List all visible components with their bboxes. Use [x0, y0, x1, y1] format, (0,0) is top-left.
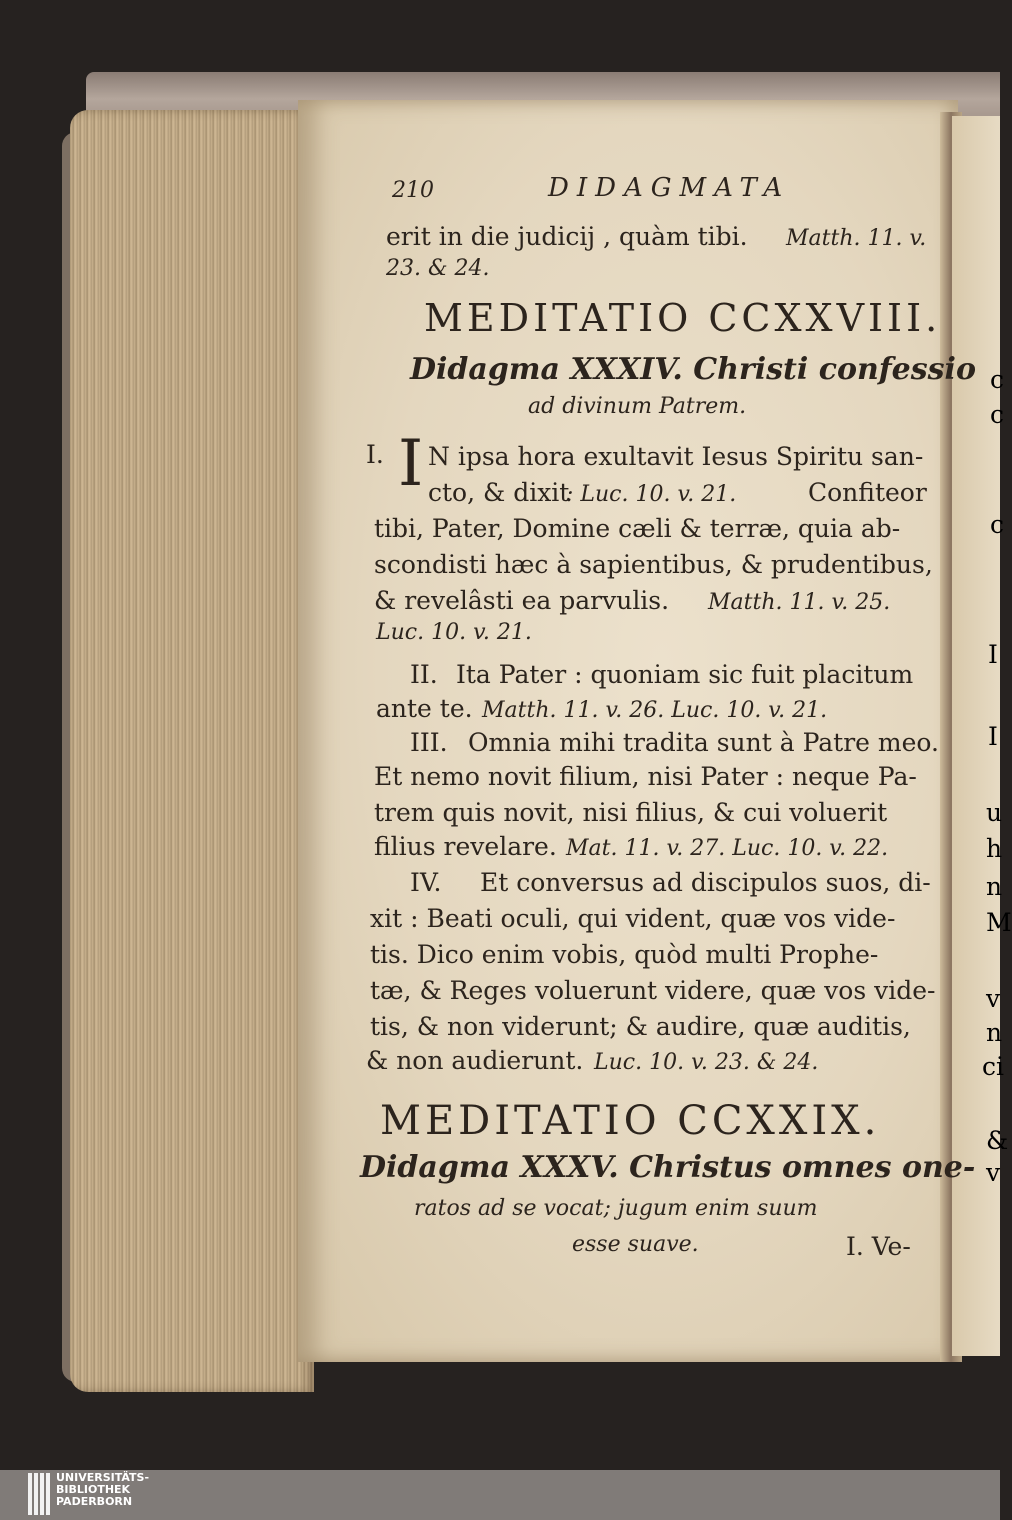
text-line: tibi, Pater, Domine cæli & terræ, quia ab-: [374, 514, 901, 543]
right-fragment: u: [986, 798, 1003, 827]
library-logo-icon: [28, 1473, 50, 1515]
text-line: cto, & dixit: [428, 478, 570, 507]
library-name-line: PADERBORN: [56, 1495, 133, 1508]
didagma-heading: Didagma XXXV. Christus omnes one-: [360, 1150, 976, 1185]
didagma-subtitle: ad divinum Patrem.: [528, 394, 747, 419]
scripture-ref: : Luc. 10. v. 21.: [566, 482, 737, 507]
page-number: 210: [392, 178, 434, 203]
right-fragment: c: [990, 400, 1005, 429]
right-fragment: I: [988, 722, 998, 751]
library-name-line: BIBLIOTHEK: [56, 1483, 131, 1496]
meditation-title: MEDITATIO CCXXIX.: [380, 1098, 881, 1144]
text-line: filius revelare.: [374, 832, 557, 861]
right-fragment: ci: [982, 1052, 1004, 1081]
paragraph-number: I.: [366, 440, 384, 469]
text-line: N ipsa hora exultavit Iesus Spiritu san-: [428, 442, 924, 471]
right-fragment: n: [986, 1018, 1003, 1047]
text-line: Et nemo novit filium, nisi Pater : neque Pa-: [374, 762, 917, 791]
paragraph-number: III.: [410, 728, 448, 757]
text-line: xit : Beati oculi, qui vident, quæ vos vide-: [370, 904, 896, 933]
text-line: Omnia mihi tradita sunt à Patre meo.: [468, 728, 939, 757]
text-line: Confiteor: [808, 478, 927, 507]
didagma-heading: Didagma XXXIV. Christi confessio: [410, 352, 976, 387]
didagma-subtitle: esse suave.: [572, 1232, 699, 1257]
scripture-ref: Luc. 10. v. 23. & 24.: [594, 1050, 819, 1075]
text-line: Ita Pater : quoniam sic fuit placitum: [456, 660, 914, 689]
library-footer-bar: [0, 1470, 1000, 1520]
text-line: Et conversus ad discipulos suos, di-: [480, 868, 931, 897]
text-line: erit in die judicij , quàm tibi.: [386, 222, 748, 251]
library-name: [56, 1472, 149, 1508]
page-block-fore-edge: [70, 110, 314, 1392]
right-fragment: &: [986, 1126, 1009, 1155]
right-fragment: c: [990, 365, 1005, 394]
text-line: tæ, & Reges voluerunt videre, quæ vos vide-: [370, 976, 936, 1005]
right-fragment: v: [986, 1158, 1001, 1187]
right-fragment: v: [986, 984, 1001, 1013]
text-line: trem quis novit, nisi filius, & cui voluerit: [374, 798, 888, 827]
scripture-ref: Mat. 11. v. 27. Luc. 10. v. 22.: [566, 836, 889, 861]
paragraph-number: II.: [410, 660, 438, 689]
scripture-ref: Luc. 10. v. 21.: [376, 620, 532, 645]
text-line: tis. Dico enim vobis, quòd multi Prophe-: [370, 940, 879, 969]
scripture-ref: Matth. 11. v.: [786, 226, 927, 251]
right-fragment: n: [986, 872, 1003, 901]
scripture-ref: Matth. 11. v. 25.: [708, 590, 891, 615]
paragraph-number: IV.: [410, 868, 442, 897]
text-line: ante te.: [376, 694, 473, 723]
library-name-line: UNIVERSITÄTS-: [56, 1471, 150, 1484]
right-fragment: I: [988, 640, 998, 669]
right-fragment: M: [986, 908, 1012, 937]
text-line: & revelâsti ea parvulis.: [374, 586, 670, 615]
catchword: I. Ve-: [846, 1232, 911, 1261]
right-fragment: h: [986, 834, 1003, 863]
drop-capital: I: [398, 427, 424, 501]
scripture-ref: 23. & 24.: [386, 256, 490, 281]
right-fragment: c: [990, 510, 1005, 539]
text-line: tis, & non viderunt; & audire, quæ auditis,: [370, 1012, 911, 1041]
meditation-title: MEDITATIO CCXXVIII.: [424, 296, 942, 340]
text-line: & non audierunt.: [366, 1046, 584, 1075]
text-line: scondisti hæc à sapientibus, & prudentibus,: [374, 550, 933, 579]
running-title: DIDAGMATA: [548, 173, 791, 203]
scripture-ref: Matth. 11. v. 26. Luc. 10. v. 21.: [482, 698, 828, 723]
didagma-subtitle: ratos ad se vocat; jugum enim suum: [414, 1196, 818, 1221]
